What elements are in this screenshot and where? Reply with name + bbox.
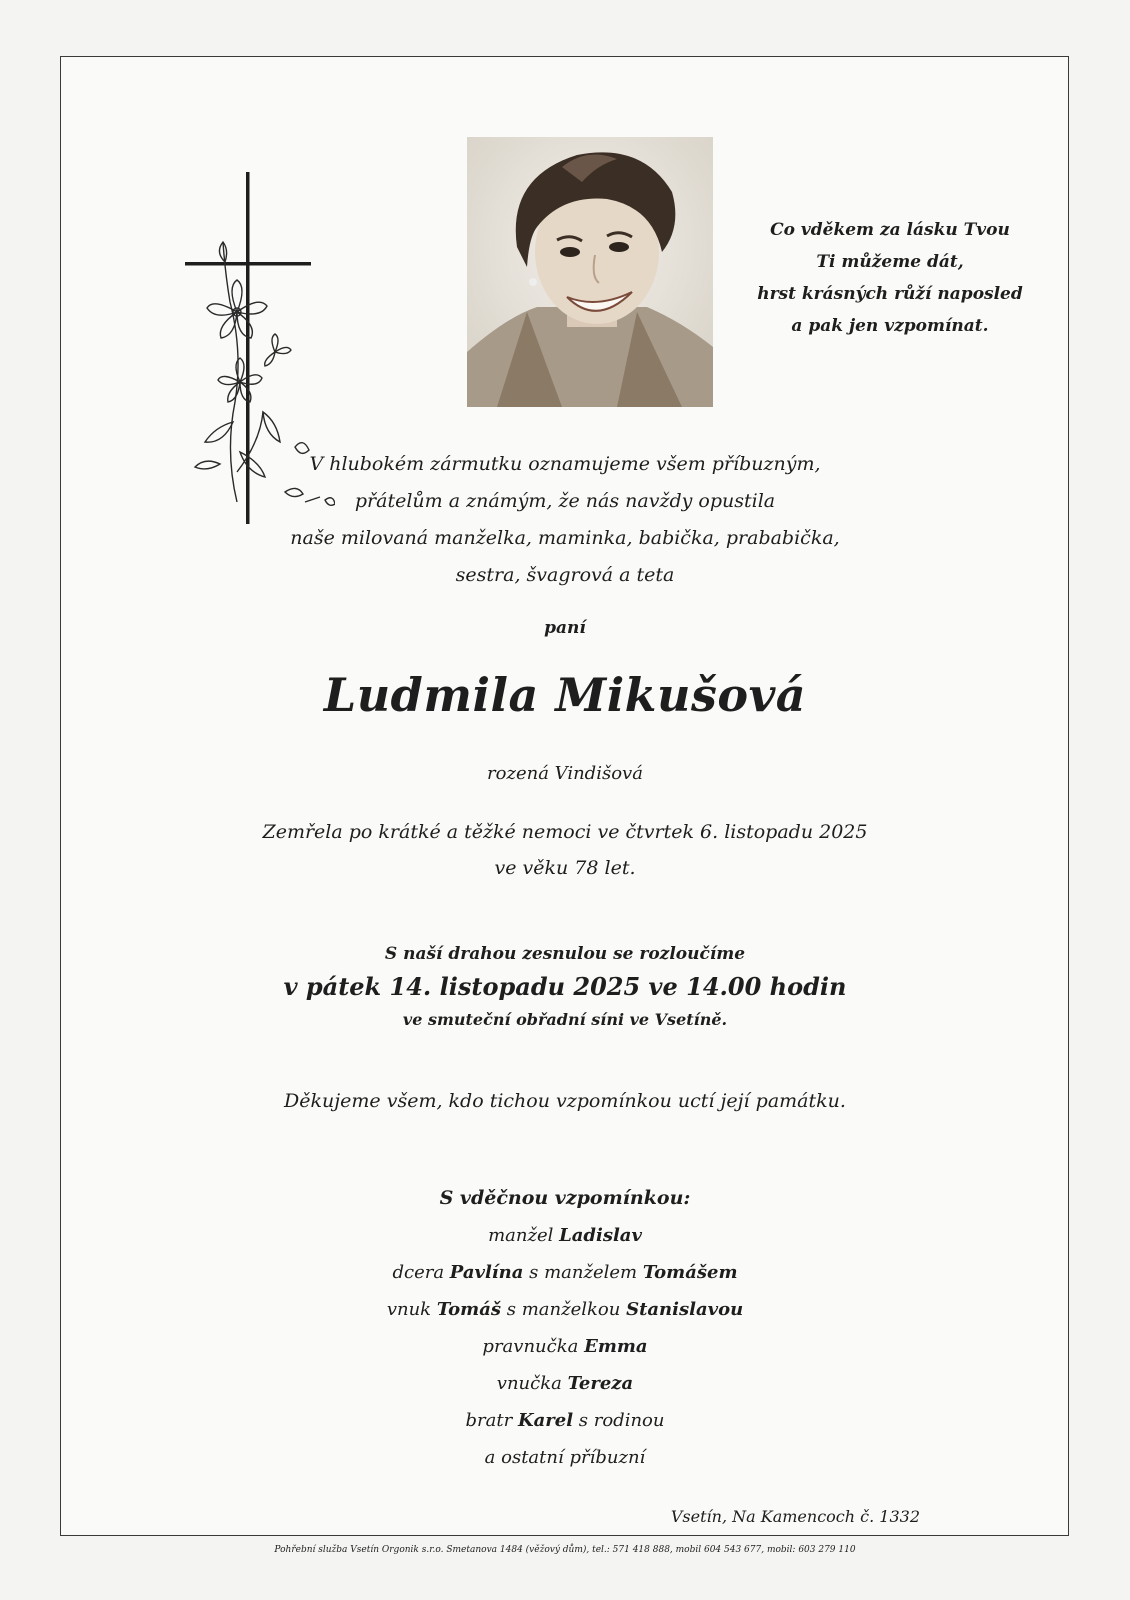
footer-contact: Pohřební služba Vsetín Orgonik s.r.o. Smetanova 1484 (věžový dům), tel.: 571 418 888, mobil 604 543 677, mobil: 603 279 110 bbox=[274, 1545, 856, 1555]
poem-line: Ti můžeme dát, bbox=[816, 252, 964, 272]
announcement-line: sestra, švagrová a teta bbox=[455, 564, 675, 586]
thanks-line: Děkujeme všem, kdo tichou vzpomínkou uctí její památku. bbox=[284, 1090, 846, 1112]
mourner-great-granddaughter bbox=[0, 1328, 1130, 1365]
relation: s manželem bbox=[529, 1262, 638, 1283]
mourner-brother bbox=[0, 1402, 1130, 1439]
relation: bratr bbox=[465, 1410, 513, 1431]
mourner-name: Tomášem bbox=[642, 1262, 738, 1283]
ceremony-place: ve smuteční obřadní síni ve Vsetíně. bbox=[402, 1010, 728, 1029]
relation: vnuk bbox=[386, 1299, 432, 1320]
address: Vsetín, Na Kamencoch č. 1332 bbox=[670, 1507, 920, 1526]
portrait-photo bbox=[467, 137, 713, 407]
mourner-others: a ostatní příbuzní bbox=[484, 1447, 646, 1468]
mourner-name: Emma bbox=[584, 1336, 648, 1357]
age-line: ve věku 78 let. bbox=[494, 857, 636, 879]
poem-line: hrst krásných růží naposled bbox=[757, 284, 1023, 304]
mourner-name: Tomáš bbox=[436, 1299, 502, 1320]
relation: dcera bbox=[392, 1262, 445, 1283]
mourner-name: Pavlína bbox=[449, 1262, 524, 1283]
relation: s manželkou bbox=[506, 1299, 621, 1320]
deceased-name: Ludmila Mikušová bbox=[323, 668, 807, 722]
mourners-list bbox=[0, 1180, 1130, 1476]
ceremony-datetime: v pátek 14. listopadu 2025 ve 14.00 hodin bbox=[283, 972, 847, 1001]
announcement bbox=[0, 446, 1130, 594]
maiden-name: rozená Vindišová bbox=[487, 763, 643, 784]
ceremony-intro: S naší drahou zesnulou se rozloučíme bbox=[384, 944, 746, 964]
mourner-daughter bbox=[0, 1254, 1130, 1291]
death-line: Zemřela po krátké a těžké nemoci ve čtvrtek 6. listopadu 2025 bbox=[262, 821, 868, 843]
mourner-name: Stanislavou bbox=[626, 1299, 744, 1320]
title-prefix: paní bbox=[544, 618, 586, 638]
mourners-heading: S vděčnou vzpomínkou: bbox=[439, 1187, 691, 1209]
relation: vnučka bbox=[496, 1373, 562, 1394]
relation: pravnučka bbox=[482, 1336, 579, 1357]
mourner-name: Ladislav bbox=[559, 1225, 642, 1246]
announcement-line: naše milovaná manželka, maminka, babička, prababička, bbox=[290, 527, 840, 549]
poem-line: Co vděkem za lásku Tvou bbox=[770, 220, 1010, 240]
mourner-granddaughter bbox=[0, 1365, 1130, 1402]
death-info bbox=[0, 814, 1130, 886]
mourner-name: Karel bbox=[517, 1410, 574, 1431]
mourner-husband bbox=[0, 1217, 1130, 1254]
announcement-line: přátelům a známým, že nás navždy opustila bbox=[354, 490, 776, 512]
mourner-name: Tereza bbox=[567, 1373, 634, 1394]
poem-line: a pak jen vzpomínat. bbox=[791, 316, 989, 336]
relation: manžel bbox=[488, 1225, 554, 1246]
poem bbox=[740, 214, 1040, 342]
announcement-line: V hlubokém zármutku oznamujeme všem příbuzným, bbox=[309, 453, 821, 475]
mourner-grandson bbox=[0, 1291, 1130, 1328]
relation: s rodinou bbox=[578, 1410, 665, 1431]
